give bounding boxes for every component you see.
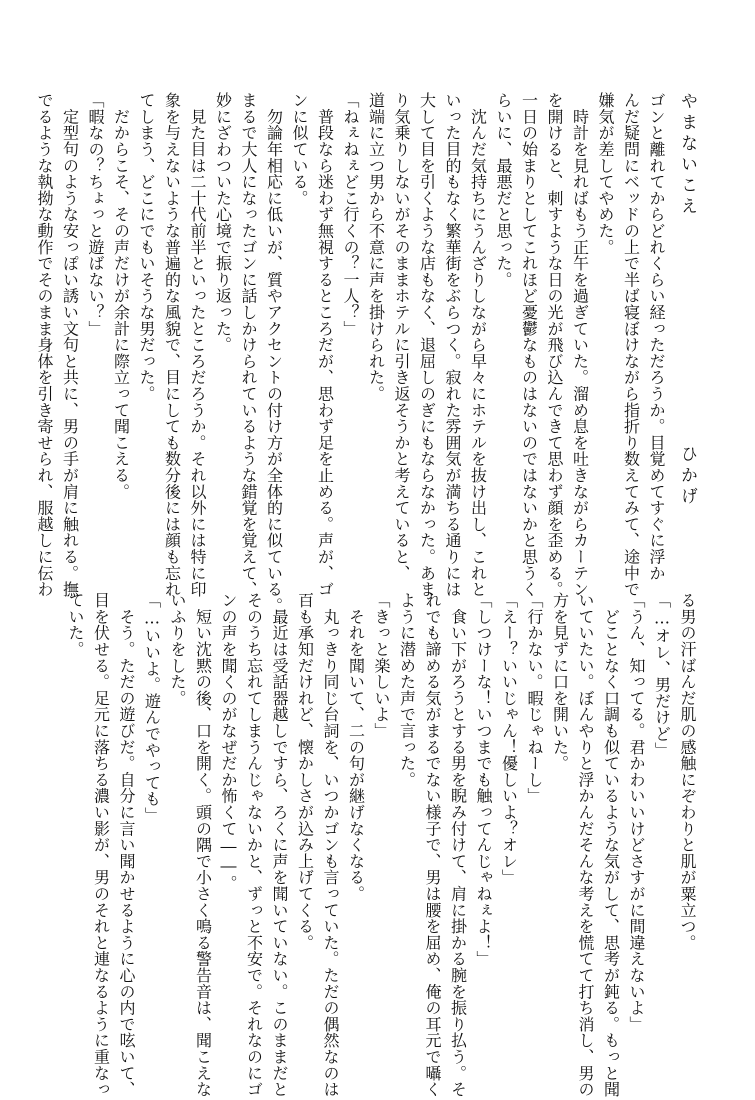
text-line: 「きっと楽しいよ」 bbox=[372, 592, 391, 739]
text-line: 時計を見ればもう正午を過ぎていた。溜め息を吐きながらカーテン bbox=[570, 92, 590, 598]
text-line: 大して目を引くような店もなく、退屈しのぎにもならなかった。あま bbox=[417, 92, 437, 598]
text-line: 食い下がろうとする男を睨み付けて、肩に掛かる腕を振り払う。そ bbox=[448, 592, 468, 1098]
text-line: 妙にざわついた心境で振り返った。 bbox=[213, 92, 233, 353]
text-line: でるような執拗な動作でそのまま身体を引き寄せられ、服越しに伝わ bbox=[35, 92, 54, 598]
text-line: 最近は受話器越しですら、ろくに声を聞いていない。このままだと bbox=[270, 592, 289, 1098]
text-line: ンに似ている。 bbox=[290, 92, 309, 207]
text-line: 見た目は二十代前半といったところだろうか。それ以外には特に印 bbox=[188, 92, 207, 598]
text-line: る男の汗ばんだ肌の感触にぞわりと肌が粟立つ。 bbox=[678, 592, 697, 951]
text-line: だからこそ、その声だけが余計に際立って聞こえる。 bbox=[111, 92, 131, 500]
text-line: 「えー？いいじゃん！優しいよ？オレ」 bbox=[499, 592, 519, 886]
text-line: 一日の始まりとしてこれほど憂鬱なものはないのではないかと思うく bbox=[519, 92, 539, 598]
text-line: ンの声を聞くのがなぜだか怖くて――。 bbox=[219, 592, 238, 892]
text-line: 「…いいよ。遊んでやっても」 bbox=[142, 592, 162, 824]
text-line: 「暇なの？ちょっと遊ばない？」 bbox=[86, 92, 105, 337]
upper-text-block bbox=[32, 92, 670, 614]
text-line: れでも諦める気がまるでない様子で、男は腰を屈め、俺の耳元で囁く bbox=[423, 592, 442, 1098]
text-line: それを聞いて、二の句が継げなくなる。 bbox=[346, 592, 366, 902]
text-line: まるで大人になったゴンに話しかけられているような錯覚を覚えて、 bbox=[239, 92, 258, 598]
lower-text-block bbox=[63, 592, 701, 1098]
text-line: いった目的もなく繁華街をぶらつく。寂れた雰囲気が満ちる通りには bbox=[443, 92, 462, 598]
text-line: んだ疑問にベッドの上で半ば寝ぼけながら指折り数えてみて、途中で bbox=[621, 92, 641, 598]
text-line: 「…オレ、男だけど」 bbox=[652, 592, 672, 758]
text-line: 「うん、知ってる。君かわいいけどさすがに間違えないよ」 bbox=[627, 592, 646, 1033]
text-line: 「行かない。暇じゃねーし」 bbox=[525, 592, 544, 804]
text-line: 定型句のような安っぽい誘い文句と共に、男の手が肩に触れる。撫 bbox=[60, 92, 80, 598]
text-line: 嫌気が差してやめた。 bbox=[596, 92, 615, 255]
text-line: 勿論年相応に低いが、質やアクセントの付け方が全体的に似ている。 bbox=[264, 92, 284, 614]
text-line: 短い沈黙の後、口を開く。頭の隅で小さく鳴る警告音は、聞こえな bbox=[193, 592, 213, 1098]
text-line: 「ねぇねぇどこ行くの？一人？」 bbox=[341, 92, 360, 337]
text-line: いていたい。ぼんやりと浮かんだそんな考えを慌てて打ち消し、男の bbox=[576, 592, 595, 1098]
text-line: てしまう、どこにでもいそうな男だった。 bbox=[137, 92, 156, 402]
text-line: そのうち忘れてしまうんじゃないかと、ずっと不安で。それなのにゴ bbox=[244, 592, 264, 1098]
text-line: 目を伏せる。足元に落ちる濃い影が、男のそれと連なるように重なっ bbox=[91, 592, 111, 1098]
text-line: ように潜めた声で言った。 bbox=[397, 592, 417, 788]
story-title: やまないこえ bbox=[677, 92, 697, 218]
text-line: そう。ただの遊びだ。自分に言い聞かせるように心の内で呟いて、 bbox=[117, 592, 136, 1098]
text-line: 百も承知だけれど、懐かしさが込み上げてくる。 bbox=[295, 592, 315, 951]
text-line: り気乗りしないがそのままホテルに引き返そうかと考えていると、 bbox=[392, 92, 411, 581]
text-line: ゴンと離れてからどれくらい経っただろうか。目覚めてすぐに浮か bbox=[647, 92, 666, 581]
text-line: 沈んだ気持ちにうんざりしながら早々にホテルを抜け出し、これと bbox=[468, 92, 488, 598]
text-line: 普段なら迷わず無視するところだが、思わず足を止める。声が、ゴ bbox=[315, 92, 335, 598]
text-line: 方を見ずに口を開いた。 bbox=[550, 592, 570, 772]
author-name: ひかげ bbox=[677, 445, 697, 508]
text-line: 「しつけーな！いつまでも触ってんじゃねぇよ！」 bbox=[474, 592, 493, 967]
text-line: いふりをした。 bbox=[168, 592, 187, 707]
text-line: ていた。 bbox=[66, 592, 85, 658]
text-line: を開けると、刺すような日の光が飛び込んできて思わず顔を歪める。 bbox=[545, 92, 564, 598]
text-line: 道端に立つ男から不意に声を掛けられた。 bbox=[366, 92, 386, 402]
text-line: 象を与えないような普遍的な風貌で、目にしても数分後には顔も忘れ bbox=[162, 92, 182, 598]
text-line: どことなく口調も似ているような気がして、思考が鈍る。もっと聞 bbox=[601, 592, 621, 1098]
text-line: らいに、最悪だと思った。 bbox=[494, 92, 513, 288]
text-line: 丸っきり同じ台詞を、いつかゴンも言っていた。ただの偶然なのは bbox=[321, 592, 340, 1098]
